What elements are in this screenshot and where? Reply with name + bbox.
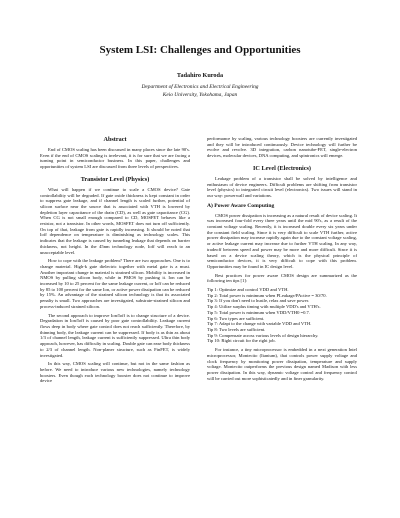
paragraph-continued: performance by scaling, various technology boosters are currently investigated and they will be introduced continuously. Device technology will further be evolve and revolve. 3D integration, carbon nanotube-FET, single-electron devices, molecular devices, DNA computing, and spintronics will emerge. [207,136,357,159]
list-item: Tip 6: Two types are sufficient. [207,315,265,321]
paragraph: The second approach to improve Ion/Ioff is to change structure of a device. Degradation in Ion/Ioff is caused by poor gate controllability. Leakage current flows deep in body where gate control does not reach sufficiently. Therefore, by thinning body, the leakage current can be suppressed. If body is as thin as about 1/3 of channel length, leakage current is sufficiently suppressed. Ultra thin body approach, however, has difficulty in scaling. Double gate can ease body thickness to 2/3 of channel length. Non-planer structure, such as FinFET, is widely investigated. [40,312,191,358]
abstract-text: End of CMOS scaling has been discussed in many places since the late 90's. Even if the end of CMOS scaling is irrelevant, it is for sure that we are facing a turning point in semiconductor business. In this paper, challenges and opportunities of system LSI are discussed from three levels of perspectives. [40,147,190,170]
list-item: Tip 1: Optimize and control VDD and VTH. [207,287,289,293]
affiliation-university: Keio University, Yokohama, Japan [162,92,238,98]
right-column [207,136,357,384]
paragraph: In this way, CMOS scaling will continue, but not in the same fashion as before. We need to introduce various new technologies, namely technology boosters. Even though each technology booster does not continue to improve device [40,361,190,384]
author-name: Tadahiro Kuroda [176,72,224,79]
affiliation-department: Department of Electronics and Electrical Engineering [141,84,259,90]
list-item: Tip 10: Right circuit for the right job. [207,338,276,344]
paper-title: System LSI: Challenges and Opportunities [99,44,301,56]
paragraph: What will happen if we continue to scale a CMOS device? Gate controllability will be degraded. If gate oxide thickness is kept constant in order to suppress gate leakage, and if channel length is scaled further, potential of silicon surface near the source that is associated with VTH is lowered by depletion layer capacitance of the drain (CD), as well as gate capacitance (CG). When CG is not small enough compared to CD, MOSFET behaves like a resistor, not a transistor. In other words, MOSFET does not turn off sufficiently. On top of that, leakage from gate is rapidly increasing. It should be noted that Ioff dependence on temperature is diminishing as technology scales. This indicates that the leakage is caused by tunneling leakage that depends on barrier thickness, not height. In the 45nm technology node, Ioff will reach to an unacceptable level. [40,186,190,255]
list-item: Tip 7: Adapt to the change with variable VDD and VTH. [207,321,312,327]
section-heading-ic: IC Level (Electronics) [253,164,311,172]
list-item: Tip 8: Two levels are sufficient. [207,326,266,332]
list-item: Tip 5: Total power is minimum when VDD/VTH0 =0.7. [207,309,310,315]
list-item: Tip 4: Utilize surplus timing with multiple VDD's and VTH's. [207,304,321,310]
paragraph: For instance, a tiny microprocessor is embedded in a next generation Intel microprocessor, Montecito (Itanium), that controls power supply voltage and clock frequency by monitoring power dissipation, temperature and supply voltage. Montecito outperforms the previous design named Madison with less power dissipation. In this way, dynamic voltage control and frequency control will be carried out more sophisticatedly and in finer granularity. [207,347,357,381]
list-item: Tip 2: Total power is minimum when PLeakage/PActive = 30/70. [207,292,327,298]
paragraph: Best practices for power aware CMOS design are summarized as the following ten tips [1]: [207,272,357,284]
left-column [40,136,190,387]
paragraph: Leakage problem of a transistor shall be solved by intelligence and enthusiasm of device engineers. Difficult problems are shifting from transistor level (physics) to integrated circuit level (electronics). Two issues will stand in our way: powerwall and variations. [207,175,357,198]
list-item: Tip 3: If you don't need to hustle, relax and save power. [207,298,310,304]
paragraph: CMOS power dissipation is increasing as a natural result of device scaling. It was increased four-fold every three years until the mid 90's, as a result of the constant voltage scaling. Recently, it is increased double every six years under the constant field scaling. Since it is very difficult to scale VTH further, active power dissipation may increase rapidly again due to the constant voltage scaling, or active leakage current may increase due to further VTH scaling. In any way, tradeoff between speed and power may be more and more difficult. Since it is based on a device scaling theory, which is the physical principle of semiconductor devices, it is very difficult to cope with this problem. Opportunities may be found in IC design level. [207,212,357,269]
subsection-heading-power: A) Power Aware Computing [207,202,275,209]
section-heading-transistor: Transistor Level (Physics) [80,175,150,183]
list-item: Tip 9: Compensate across various levels of design hierarchy. [207,332,319,338]
abstract-heading: Abstract [103,136,127,143]
paragraph: How to cope with the leakage problem? There are two approaches. One is to change material. High-k gate dielectric together with metal gate is a must. Another important change in material is strained silicon. Mobility is increased in NMOS by pulling silicon body, while in PMOS by pushing it. Ion can be increased by 10 to 25 percent for the same leakage current, or Ioff can be reduced by 85 to 100 percent for the same Ion, or active power dissipation can be reduced by 15%. An advantage of the strained silicon technology is that its associated penalty is small. Two approaches are investigated, substrate-strained silicon and process-induced strained silicon. [40,258,190,309]
tips-list [207,287,357,344]
